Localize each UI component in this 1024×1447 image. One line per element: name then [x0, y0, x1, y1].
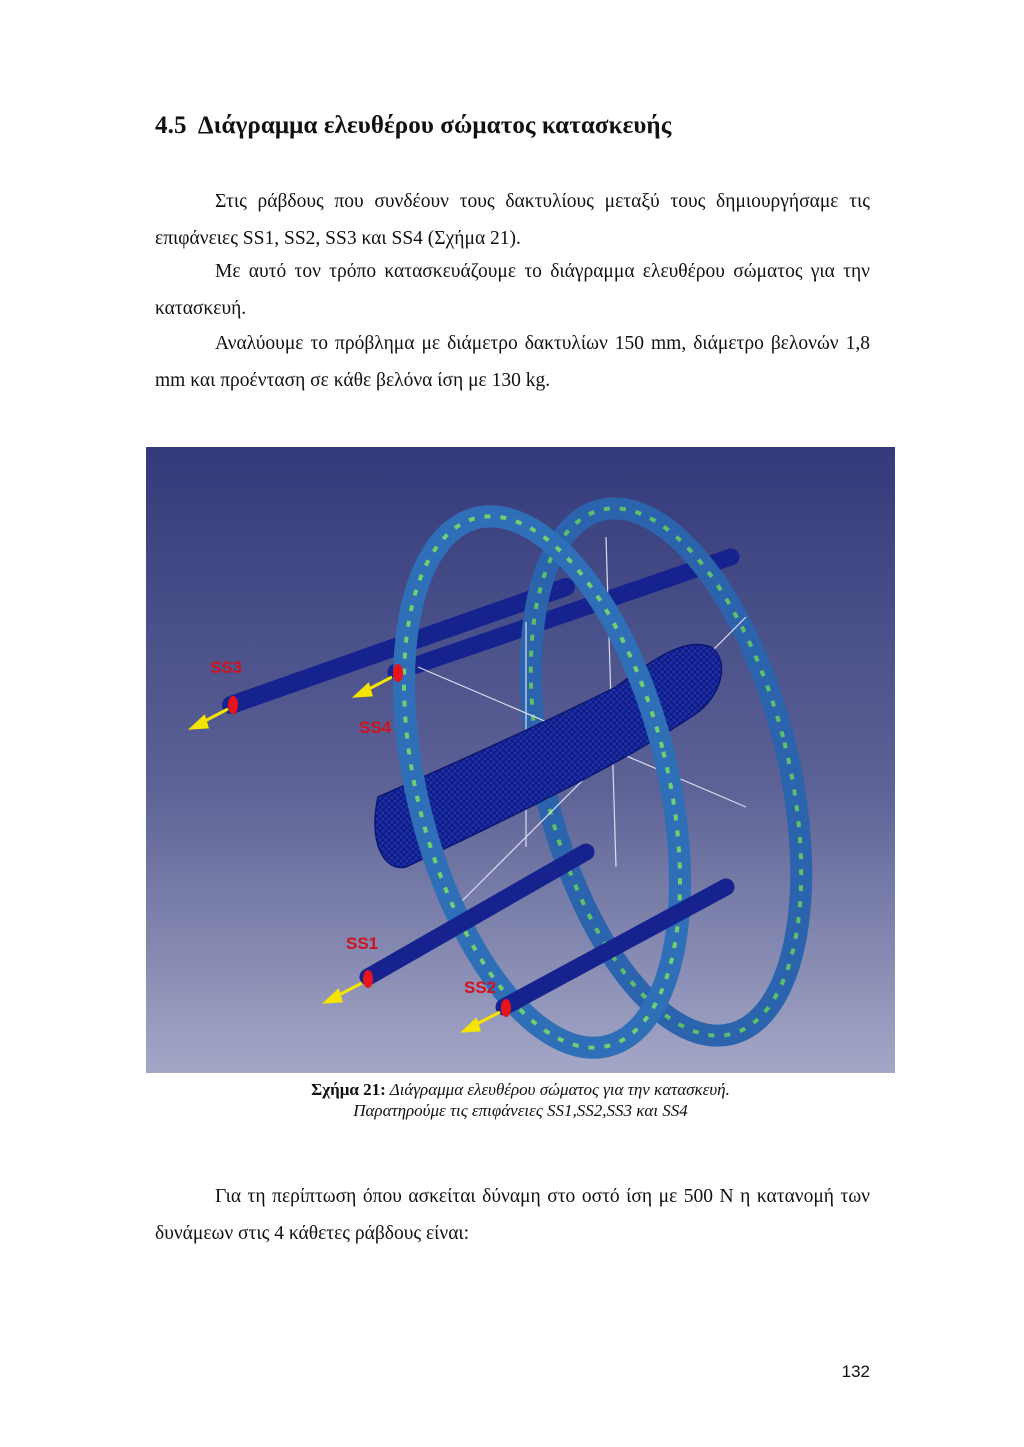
caption-text: Διάγραμμα ελευθέρου σώματος για την κατασκευή. — [389, 1080, 730, 1099]
caption-label: Σχήμα 21: — [311, 1080, 386, 1099]
surface-ss4 — [393, 664, 403, 682]
figure-caption-line1 — [146, 1080, 895, 1100]
label-ss4: SS4 — [359, 718, 392, 737]
paragraph-4: Για τη περίπτωση όπου ασκείται δύναμη στο οστό ίση με 500 N η κατανομή των δυνάμεων στις 4 κάθετες ράβδους είναι: — [155, 1186, 870, 1244]
section-title: Διάγραμμα ελευθέρου σώματος κατασκευής — [197, 112, 672, 139]
label-ss2: SS2 — [464, 978, 497, 997]
section-number: 4.5 — [155, 112, 187, 139]
fem-model-illustration — [146, 447, 895, 1073]
surface-ss1 — [363, 970, 373, 988]
label-ss1: SS1 — [346, 934, 379, 953]
surface-ss2 — [501, 999, 511, 1017]
page-number: 132 — [841, 1362, 870, 1381]
paragraph-1: Στις ράβδους που συνδέουν τους δακτυλίους μεταξύ τους δημιουργήσαμε τις επιφάνειες SS1, SS2, SS3 και SS4 (Σχήμα 21). — [155, 191, 870, 249]
fem-figure — [146, 447, 895, 1073]
surface-ss3 — [228, 696, 238, 714]
paragraph-2: Με αυτό τον τρόπο κατασκευάζουμε το διάγραμμα ελευθέρου σώματος για την κατασκευή. — [155, 261, 870, 319]
paragraph-3: Αναλύουμε το πρόβλημα με διάμετρο δακτυλίων 150 mm, διάμετρο βελονών 1,8 mm και προένταση σε κάθε βελόνα ίση με 130 kg. — [155, 333, 870, 391]
figure-caption-line2: Παρατηρούμε τις επιφάνειες SS1,SS2,SS3 και SS4 — [353, 1101, 688, 1120]
label-ss3: SS3 — [210, 658, 243, 677]
section-heading — [155, 112, 671, 140]
